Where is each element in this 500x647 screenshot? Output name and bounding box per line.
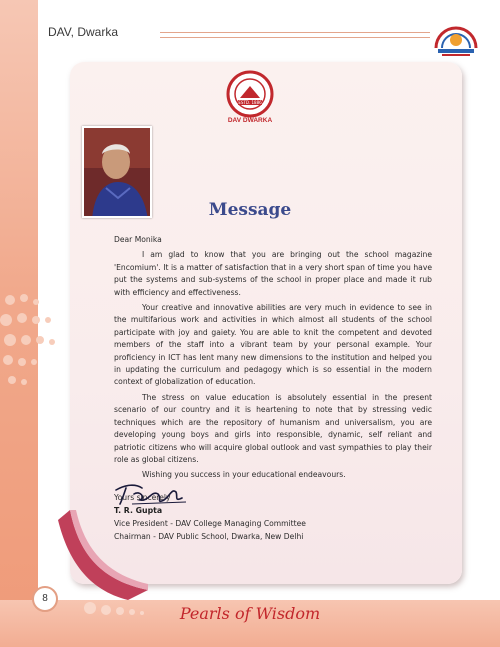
salutation: Dear Monika: [114, 235, 162, 244]
header-rule: [160, 32, 430, 38]
message-heading: Message: [208, 200, 292, 220]
paragraph-1: I am glad to know that you are bringing out the school magazine 'Encomium'. It is a matter of satisfaction that in a very short span of time you have put the systems and sub-systems of the school in proper place and made it rub with efficiency and effectiveness.: [114, 250, 432, 297]
logo-caption: DAV DWARKA: [227, 117, 273, 124]
decorative-dots: [0, 290, 70, 400]
logo-estd: ESTD. 1886: [238, 100, 262, 105]
paragraph-4: Wishing you success in your educational endeavours.: [142, 470, 346, 480]
page-number: 8: [32, 586, 58, 612]
signatory-title-2: Chairman - DAV Public School, Dwarka, New Delhi: [114, 532, 304, 541]
message-body: [114, 234, 432, 504]
closing: Yours sincerely: [114, 492, 171, 502]
handwritten-signature: [112, 480, 188, 508]
dav-emblem-icon: [430, 18, 482, 58]
portrait-photo: [82, 126, 152, 218]
paragraph-2: Your creative and innovative abilities are very much in evidence to see in the multifarious work and activities in which almost all students of the school participate with joy and gaiety. You are able to knit the competent and devoted members of the staff into a vibrant team by your personal example. Your proficiency in ICT has lent many new dimensions to the institution and helped you in updating the curriculum and pedagogy which is so essential in the modern context of globalization of education.: [114, 303, 432, 387]
header-title: DAV, Dwarka: [48, 25, 119, 39]
dav-school-logo-icon: [222, 68, 278, 124]
signatory-title-1: Vice President - DAV College Managing Committee: [114, 519, 306, 528]
paragraph-3: The stress on value education is absolutely essential in the present scenario of our country and it is heartening to note that by stressing vedic techniques which are the repository of humanism and universalism, you are developing young boys and girls into responsible, dynamic, self reliant and patriotic citizens who will acquire global outlook and vast sympathies to play their role as global citizens.: [114, 392, 432, 464]
footer-title: Pearls of Wisdom: [179, 604, 321, 623]
signatory-name: T. R. Gupta: [114, 506, 163, 515]
page-header: [38, 18, 500, 48]
